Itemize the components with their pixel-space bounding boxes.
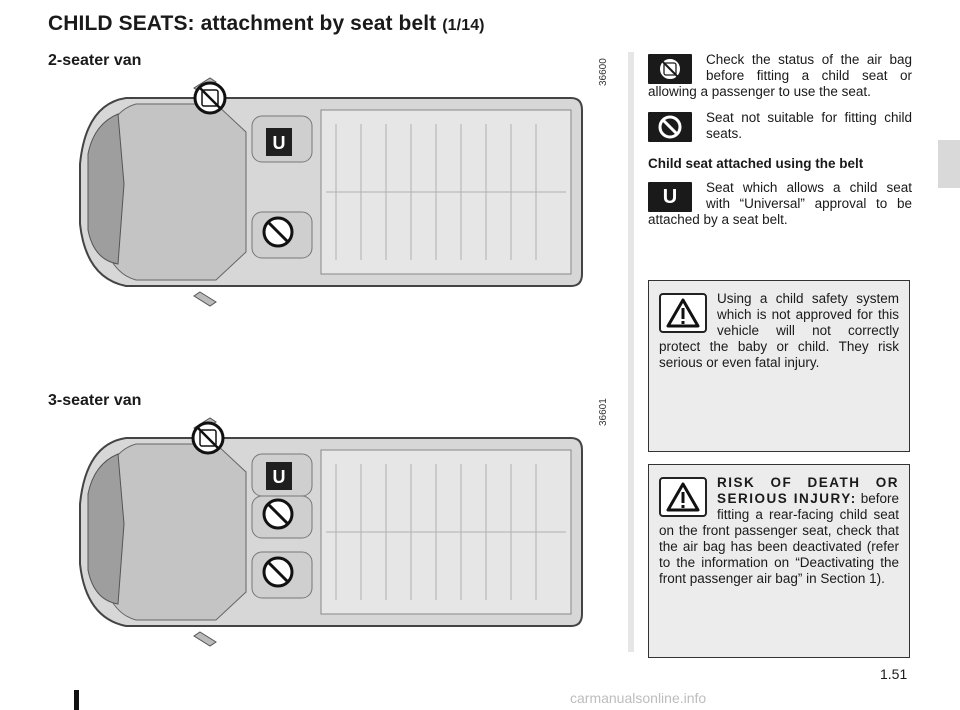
van-body xyxy=(80,78,582,306)
warning-2-text: before fitting a rear-facing child seat on the front passenger seat, check that the air bag has been deactivated (refer to the information on “Deactivating the front passenger air bag” in Section 1). xyxy=(659,491,899,586)
watermark: carmanualsonline.info xyxy=(570,690,707,706)
airbag-check-icon xyxy=(193,423,223,453)
universal-seat-icon xyxy=(648,182,692,212)
van-3-seater-diagram xyxy=(66,404,596,650)
page-title xyxy=(48,12,485,36)
figure-2-code: 36601 xyxy=(598,398,609,426)
title-main: CHILD SEATS: attachment by seat belt xyxy=(48,12,437,35)
svg-text:U: U xyxy=(272,133,286,153)
section-tab xyxy=(938,140,960,188)
seat-driver xyxy=(252,212,312,258)
warning-box-2 xyxy=(648,464,910,658)
page-number: 1.51 xyxy=(880,666,908,682)
seat-driver xyxy=(252,552,312,598)
seat-passenger-middle xyxy=(252,496,312,538)
airbag-check-icon xyxy=(648,54,692,84)
warning-triangle-icon xyxy=(659,293,707,333)
warning-box-1 xyxy=(648,280,910,452)
van-2-seater-diagram xyxy=(66,64,596,310)
title-part: (1/14) xyxy=(442,17,485,34)
legend-heading: Child seat attached using the belt xyxy=(648,156,864,171)
figure-1-code: 36600 xyxy=(598,58,609,86)
universal-letter: U xyxy=(662,186,678,208)
legend-universal xyxy=(648,180,912,228)
warning-triangle-icon xyxy=(659,477,707,517)
svg-text:U: U xyxy=(272,467,286,487)
column-divider xyxy=(628,52,634,652)
figure-1-label: 2-seater van xyxy=(48,52,142,69)
warning-1-text: Using a child safety system which is not approved for this vehicle will not correctly protect the baby or child. They risk serious or even fatal injury. xyxy=(659,291,899,370)
legend-airbag xyxy=(648,52,912,100)
no-child-seat-icon xyxy=(648,112,692,142)
seat-passenger xyxy=(252,116,312,162)
warning-2-caps: RISK OF DEATH OR SERIOUS INJURY: xyxy=(717,475,899,506)
legend-not-suitable xyxy=(648,110,912,142)
page-edge-marker xyxy=(74,690,79,710)
airbag-check-icon xyxy=(195,83,225,113)
figure-2-label: 3-seater van xyxy=(48,392,142,409)
van-body xyxy=(80,418,582,646)
legend-universal-text: Seat which allows a child seat with “Universal” approval to be attached by a seat belt. xyxy=(648,180,912,227)
legend-not-suitable-text: Seat not suitable for fitting child seats. xyxy=(706,110,912,141)
legend-airbag-text: Check the status of the air bag before fitting a child seat or allowing a passenger to use the seat. xyxy=(648,52,912,99)
seat-passenger-outer xyxy=(252,454,312,496)
